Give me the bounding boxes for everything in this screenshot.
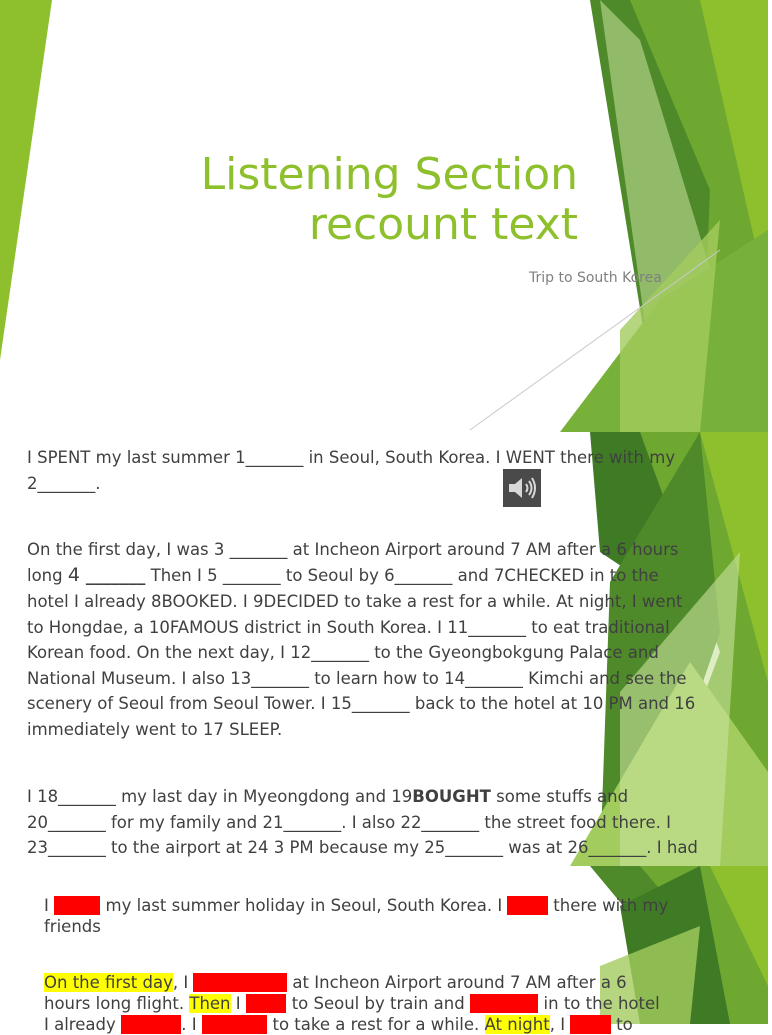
title-line-1: Listening Section	[200, 149, 578, 200]
highlight-red: checked	[469, 994, 539, 1013]
highlight-red: booked	[120, 1015, 182, 1034]
text-line: some stuffs and	[490, 787, 629, 806]
answer-paragraph-2	[44, 972, 724, 1035]
text-line: there with my	[548, 896, 669, 915]
text-line: , I	[549, 1015, 571, 1034]
highlight-red: went	[245, 994, 287, 1013]
answer-paragraph-1	[44, 895, 724, 937]
text-line: On the first day, I was 3 _______ at Incheon Airport around 7 AM after a 6 hours	[27, 540, 679, 559]
page-title	[201, 150, 578, 250]
text-line: National Museum. I also 13_______ to learn how to 14_______ Kimchi and see the	[27, 668, 687, 688]
highlight-red: was landed	[193, 973, 288, 992]
blank-number-4: 4	[67, 563, 80, 586]
slide-worksheet	[0, 432, 768, 866]
text-line: to take a rest for a while.	[267, 1015, 485, 1034]
bold-word: BOUGHT	[412, 787, 491, 806]
highlight-red: went	[507, 896, 549, 915]
audio-speaker-button[interactable]	[503, 469, 541, 507]
highlight-red: went	[570, 1015, 611, 1034]
text-line: I	[230, 994, 246, 1013]
text-line: 23_______ to the airport at 24 3 PM because my 25_______ was at 26_______. I had	[27, 838, 698, 857]
subtitle: Trip to South Korea	[529, 270, 662, 286]
text-line: to	[610, 1015, 633, 1034]
text-line: 2_______.	[27, 473, 101, 493]
text-line: Korean food. On the next day, I 12_______ to the Gyeongbokgung Palace and	[27, 643, 659, 662]
blank-4: _______	[79, 565, 146, 586]
text-line: , I	[172, 973, 194, 992]
paragraph-3	[27, 784, 772, 861]
text-line: I already	[44, 1015, 121, 1034]
highlight-yellow: On the first day	[44, 973, 173, 992]
speaker-icon	[503, 469, 541, 507]
slide-title	[0, 0, 768, 432]
highlight-yellow: Then	[189, 994, 231, 1013]
text-line: I	[44, 896, 55, 915]
slide-answers	[0, 866, 768, 1034]
text-line: I 18_______ my last day in Myeongdong and 19	[27, 787, 413, 806]
text-line: at Incheon Airport around 7 AM after a 6	[287, 973, 627, 992]
text-line: 20_______ for my family and 21_______. I also 22_______ the street food there. I	[27, 812, 671, 832]
paragraph-2	[27, 537, 772, 742]
text-line: my last summer holiday in Seoul, South Korea. I	[100, 896, 508, 915]
text-line: to Seoul by train and	[286, 994, 470, 1013]
text-line: long	[27, 565, 68, 585]
highlight-red: decided	[201, 1015, 268, 1034]
paragraph-1	[27, 445, 772, 496]
text-line: friends	[44, 917, 101, 936]
text-line: scenery of Seoul from Seoul Tower. I 15_______ back to the hotel at 10 PM and 16	[27, 694, 696, 713]
text-line: . I	[181, 1015, 202, 1034]
text-line: to Hongdae, a 10FAMOUS district in South Korea. I 11_______ to eat traditional	[27, 617, 670, 637]
highlight-red: spent	[54, 896, 101, 915]
text-line: I SPENT my last summer 1_______ in Seoul, South Korea. I WENT there with my	[27, 448, 676, 467]
text-line: Then I 5 _______ to Seoul by 6_______ and 7CHECKED in to the	[145, 565, 659, 585]
text-line: in to the hotel	[538, 994, 660, 1013]
text-line: hotel I already 8BOOKED. I 9DECIDED to take a rest for a while. At night, I went	[27, 592, 683, 611]
highlight-yellow: At night	[484, 1015, 550, 1034]
text-line: hours long flight.	[44, 994, 190, 1013]
title-line-2: recount text	[308, 199, 578, 250]
text-line: immediately went to 17 SLEEP.	[27, 719, 283, 739]
